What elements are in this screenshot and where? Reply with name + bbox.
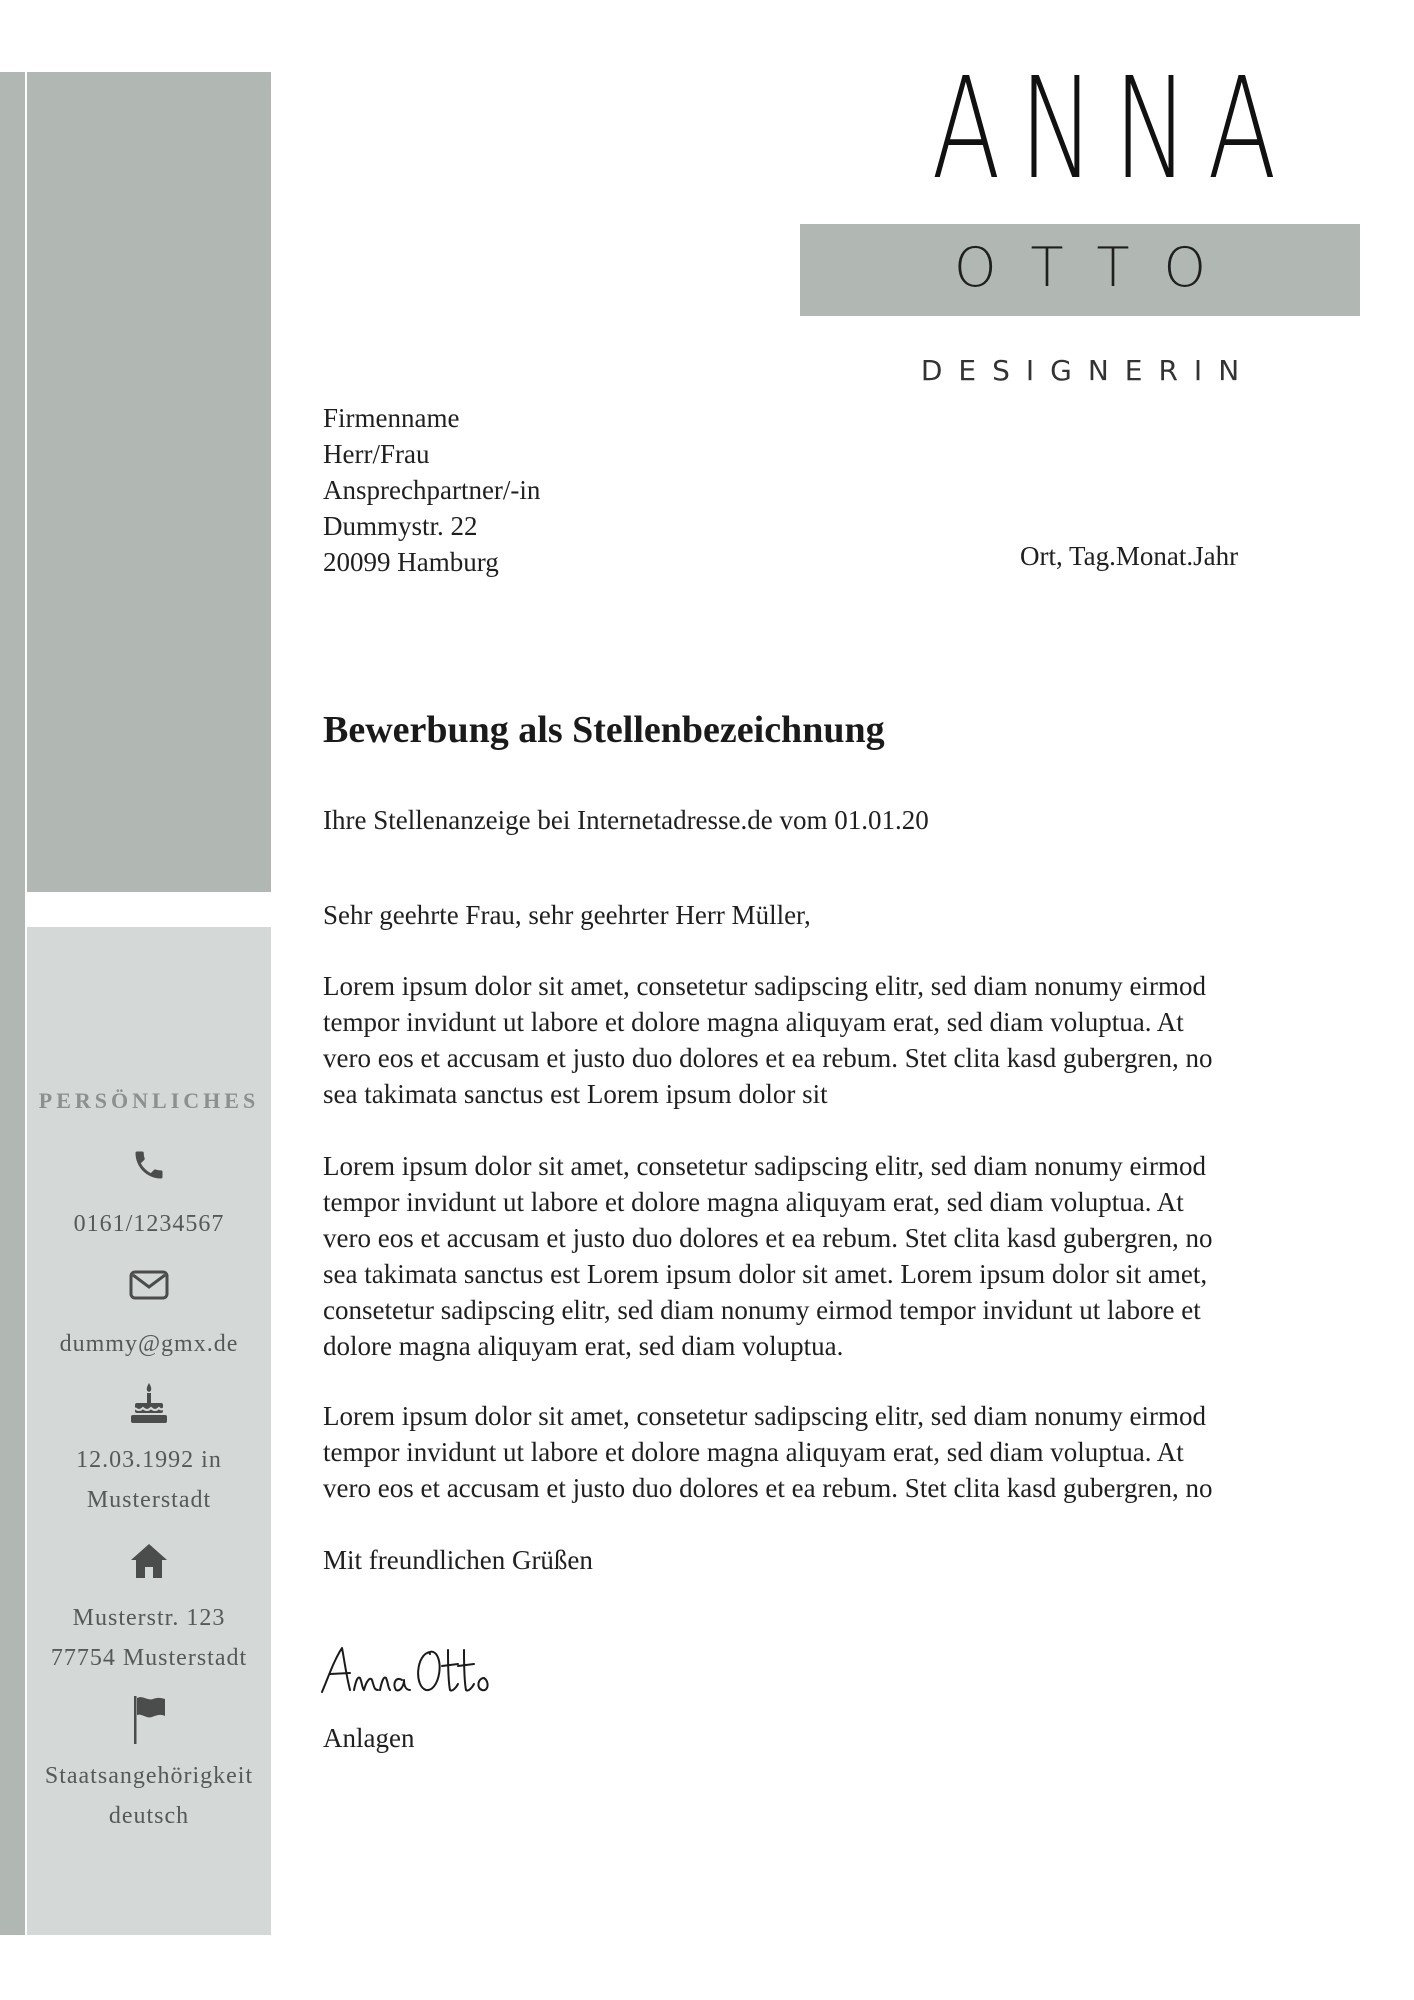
sidebar-edge-strip bbox=[0, 72, 25, 1935]
recipient-address bbox=[323, 400, 823, 580]
birth-date: 12.03.1992 in bbox=[76, 1447, 222, 1473]
nationality-value: deutsch bbox=[108, 1803, 190, 1829]
body-paragraph bbox=[323, 1148, 1263, 1364]
address-city: 77754 Musterstadt bbox=[50, 1645, 248, 1671]
mail-icon bbox=[27, 1264, 271, 1306]
place-date: Ort, Tag.Monat.Jahr bbox=[1020, 541, 1239, 571]
recipient-line: Firmenname bbox=[323, 403, 460, 433]
sidebar-heading: PERSÖNLICHES bbox=[38, 1088, 260, 1113]
recipient-line: 20099 Hamburg bbox=[323, 547, 499, 577]
paragraph-line: tempor invidunt ut labore et dolore magna aliquyam erat, sed diam voluptua. At bbox=[323, 1007, 1184, 1037]
last-name-heading: OTTO bbox=[953, 236, 1241, 299]
job-ad-reference: Ihre Stellenanzeige bei Internetadresse.de vom 01.01.20 bbox=[323, 805, 929, 835]
sidebar-top-panel bbox=[27, 72, 271, 892]
closing-phrase: Mit freundlichen Grüßen bbox=[323, 1545, 593, 1575]
handwritten-signature bbox=[318, 1640, 498, 1707]
attachments-label: Anlagen bbox=[323, 1723, 415, 1753]
body-paragraph bbox=[323, 968, 1263, 1112]
salutation: Sehr geehrte Frau, sehr geehrter Herr Müller, bbox=[323, 900, 811, 930]
email-address: dummy@gmx.de bbox=[59, 1331, 239, 1357]
paragraph-line: tempor invidunt ut labore et dolore magna aliquyam erat, sed diam voluptua. At bbox=[323, 1187, 1184, 1217]
phone-icon bbox=[27, 1144, 271, 1186]
paragraph-line: sea takimata sanctus est Lorem ipsum dolor sit bbox=[323, 1079, 828, 1109]
birth-place: Musterstadt bbox=[86, 1487, 212, 1513]
paragraph-line: Lorem ipsum dolor sit amet, consetetur sadipscing elitr, sed diam nonumy eirmod bbox=[323, 1401, 1206, 1431]
address-street: Musterstr. 123 bbox=[72, 1605, 226, 1631]
paragraph-line: Lorem ipsum dolor sit amet, consetetur sadipscing elitr, sed diam nonumy eirmod bbox=[323, 971, 1206, 1001]
paragraph-line: vero eos et accusam et justo duo dolores et ea rebum. Stet clita kasd gubergren, no bbox=[323, 1223, 1213, 1253]
letter-subject: Bewerbung als Stellenbezeichnung bbox=[323, 709, 885, 751]
recipient-line: Herr/Frau bbox=[323, 439, 430, 469]
paragraph-line: tempor invidunt ut labore et dolore magna aliquyam erat, sed diam voluptua. At bbox=[323, 1437, 1184, 1467]
flag-icon bbox=[27, 1694, 271, 1746]
birthday-cake-icon bbox=[27, 1382, 271, 1424]
job-title: DESIGNERIN bbox=[920, 354, 1256, 387]
paragraph-line: vero eos et accusam et justo duo dolores et ea rebum. Stet clita kasd gubergren, no bbox=[323, 1043, 1213, 1073]
home-icon bbox=[27, 1540, 271, 1582]
paragraph-line: dolore magna aliquyam erat, sed diam voluptua. bbox=[323, 1331, 844, 1361]
nationality-label: Staatsangehörigkeit bbox=[44, 1763, 254, 1789]
first-name-heading: ANNA bbox=[931, 48, 1296, 211]
paragraph-line: vero eos et accusam et justo duo dolores et ea rebum. Stet clita kasd gubergren, no bbox=[323, 1473, 1213, 1503]
recipient-line: Dummystr. 22 bbox=[323, 511, 478, 541]
phone-number: 0161/1234567 bbox=[73, 1211, 225, 1237]
paragraph-line: sea takimata sanctus est Lorem ipsum dolor sit amet. Lorem ipsum dolor sit amet, bbox=[323, 1259, 1208, 1289]
body-paragraph bbox=[323, 1398, 1263, 1506]
paragraph-line: Lorem ipsum dolor sit amet, consetetur sadipscing elitr, sed diam nonumy eirmod bbox=[323, 1151, 1206, 1181]
paragraph-line: consetetur sadipscing elitr, sed diam nonumy eirmod tempor invidunt ut labore et bbox=[323, 1295, 1201, 1325]
recipient-line: Ansprechpartner/-in bbox=[323, 475, 541, 505]
